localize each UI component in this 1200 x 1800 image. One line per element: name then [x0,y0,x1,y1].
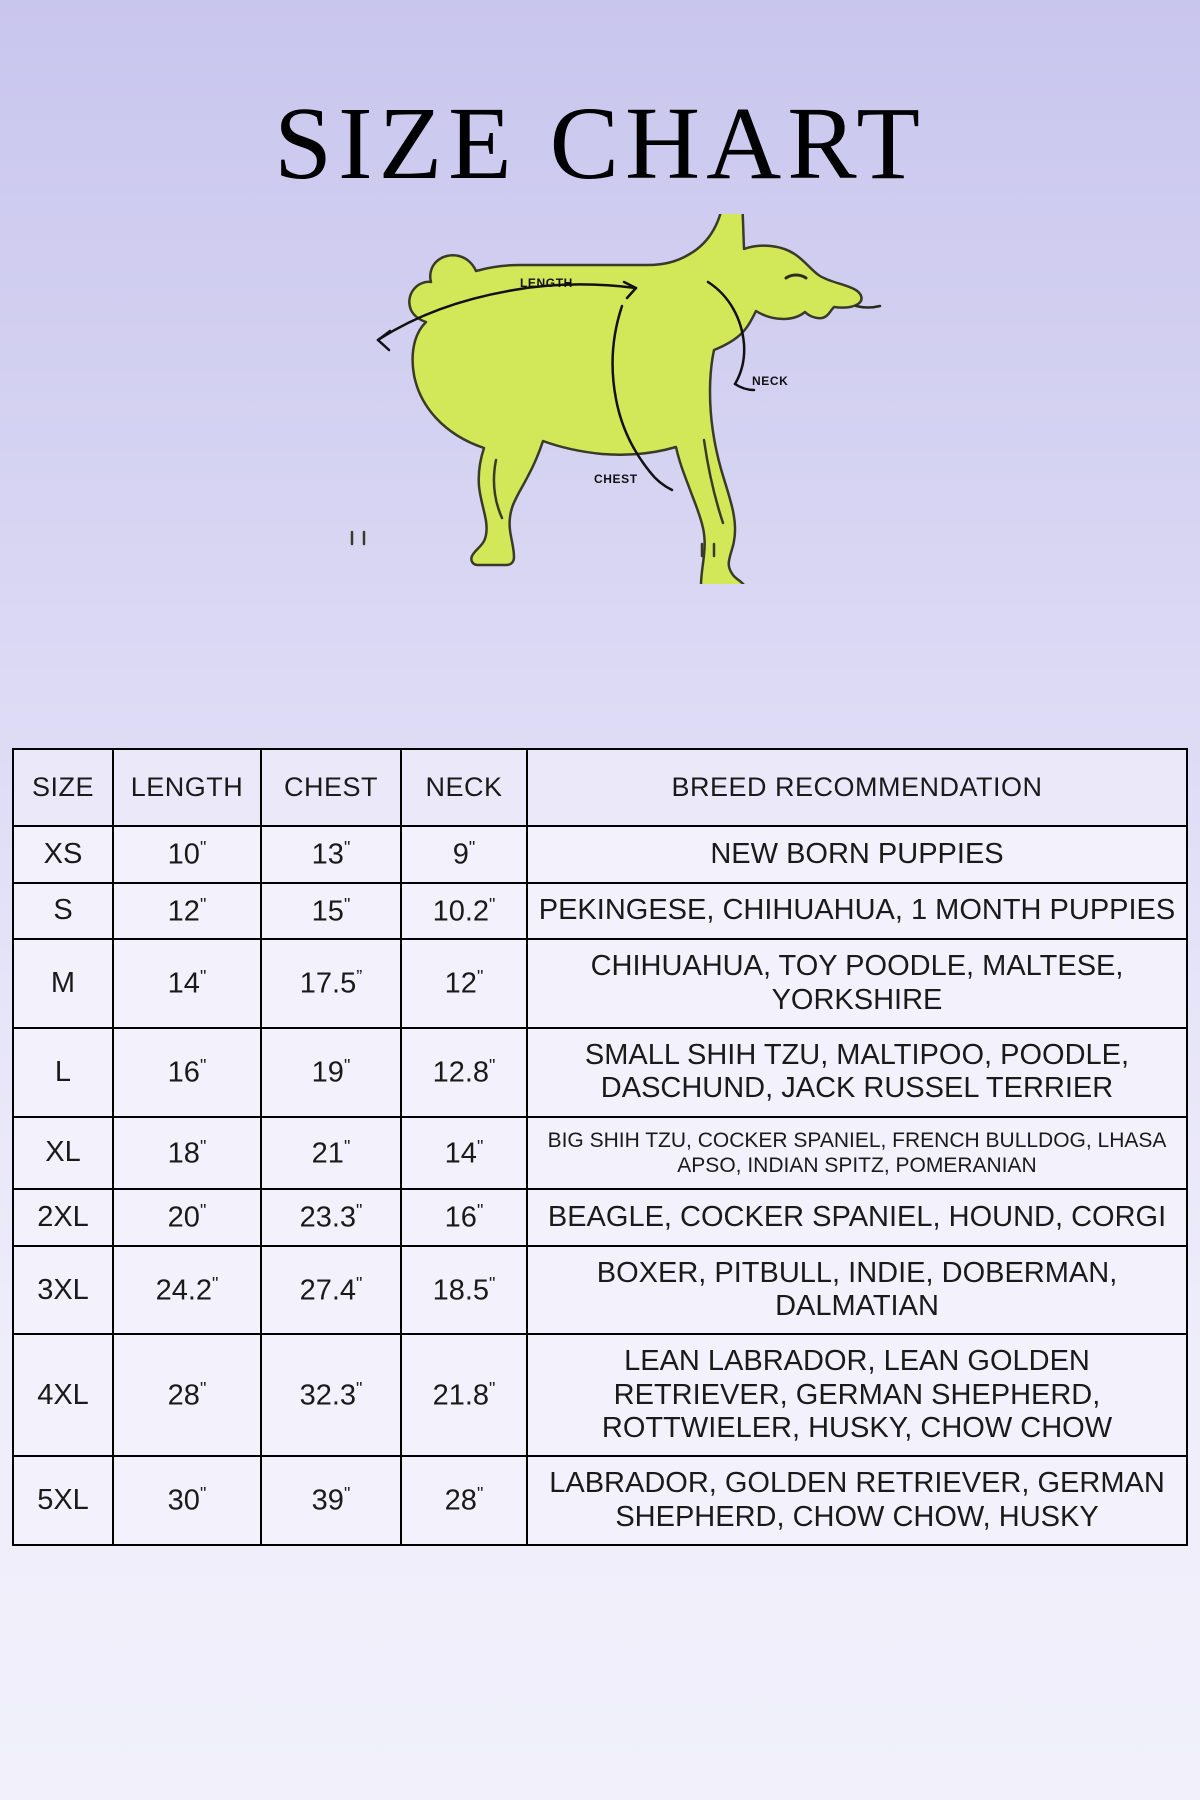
cell-breed: BOXER, PITBULL, INDIE, DOBERMAN, DALMATIAN [527,1246,1187,1335]
cell-length: 12" [113,883,261,940]
column-header-length: LENGTH [113,749,261,826]
cell-chest: 17.5” [261,939,401,1028]
chest-label: CHEST [594,472,638,486]
cell-length: 16" [113,1028,261,1117]
cell-neck: 18.5" [401,1246,527,1335]
length-label: LENGTH [520,276,573,290]
cell-breed: SMALL SHIH TZU, MALTIPOO, POODLE, DASCHUND, JACK RUSSEL TERRIER [527,1028,1187,1117]
column-header-breed: BREED RECOMMENDATION [527,749,1187,826]
cell-chest: 23.3" [261,1189,401,1246]
cell-length: 28" [113,1334,261,1456]
cell-chest: 39" [261,1456,401,1545]
dog-measurement-illustration [0,214,1200,614]
cell-breed: BEAGLE, COCKER SPANIEL, HOUND, CORGI [527,1189,1187,1246]
cell-neck: 9" [401,826,527,883]
cell-chest: 13" [261,826,401,883]
cell-neck: 14" [401,1117,527,1189]
cell-length: 14" [113,939,261,1028]
neck-label: NECK [752,374,789,388]
cell-breed: LEAN LABRADOR, LEAN GOLDEN RETRIEVER, GERMAN SHEPHERD, ROTTWIELER, HUSKY, CHOW CHOW [527,1334,1187,1456]
cell-length: 24.2" [113,1246,261,1335]
table-row [13,826,1187,883]
column-header-chest: CHEST [261,749,401,826]
cell-size: L [13,1028,113,1117]
cell-length: 20" [113,1189,261,1246]
cell-chest: 32.3" [261,1334,401,1456]
cell-size: 2XL [13,1189,113,1246]
cell-neck: 12.8" [401,1028,527,1117]
table-row [13,1334,1187,1456]
cell-chest: 15" [261,883,401,940]
cell-neck: 28" [401,1456,527,1545]
cell-breed: LABRADOR, GOLDEN RETRIEVER, GERMAN SHEPHERD, CHOW CHOW, HUSKY [527,1456,1187,1545]
cell-size: M [13,939,113,1028]
size-table-container [12,748,1188,1546]
table-row [13,1028,1187,1117]
table-row [13,1117,1187,1189]
page-title: SIZE CHART [274,86,926,201]
cell-size: 3XL [13,1246,113,1335]
table-row [13,1246,1187,1335]
cell-size: S [13,883,113,940]
cell-length: 10" [113,826,261,883]
column-header-size: SIZE [13,749,113,826]
cell-breed: CHIHUAHUA, TOY POODLE, MALTESE, YORKSHIRE [527,939,1187,1028]
cell-neck: 12" [401,939,527,1028]
table-body [13,826,1187,1545]
cell-chest: 19" [261,1028,401,1117]
cell-chest: 27.4" [261,1246,401,1335]
table-header-row [13,749,1187,826]
cell-size: 5XL [13,1456,113,1545]
table-header [13,749,1187,826]
column-header-neck: NECK [401,749,527,826]
table-row [13,939,1187,1028]
cell-neck: 16" [401,1189,527,1246]
cell-chest: 21" [261,1117,401,1189]
table-row [13,1189,1187,1246]
cell-breed: BIG SHIH TZU, COCKER SPANIEL, FRENCH BULLDOG, LHASA APSO, INDIAN SPITZ, POMERANIAN [527,1117,1187,1189]
cell-neck: 10.2" [401,883,527,940]
cell-neck: 21.8" [401,1334,527,1456]
cell-breed: NEW BORN PUPPIES [527,826,1187,883]
cell-size: XS [13,826,113,883]
cell-size: XL [13,1117,113,1189]
cell-breed: PEKINGESE, CHIHUAHUA, 1 MONTH PUPPIES [527,883,1187,940]
size-table [12,748,1188,1546]
dog-silhouette-icon [300,214,900,584]
cell-size: 4XL [13,1334,113,1456]
cell-length: 30" [113,1456,261,1545]
table-row [13,883,1187,940]
cell-length: 18" [113,1117,261,1189]
table-row [13,1456,1187,1545]
